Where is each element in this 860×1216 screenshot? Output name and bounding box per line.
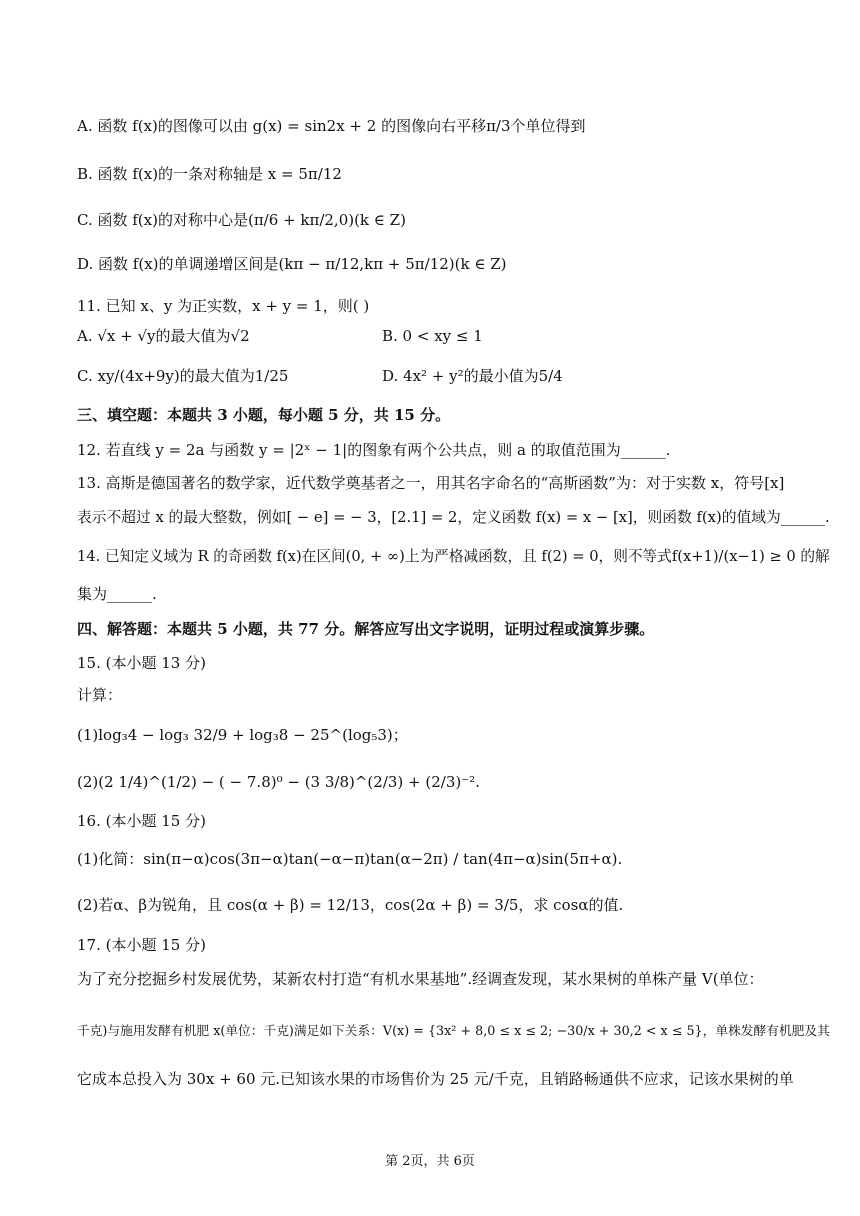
question-16-header: 16. (本小题 15 分)	[77, 812, 206, 830]
question-14-line2: 集为______.	[77, 585, 157, 603]
question-13-line1: 13. 高斯是德国著名的数学家，近代数学奠基者之一，用其名字命名的“高斯函数”为：对于实数 x，符号[x]	[77, 474, 785, 492]
question-15-part1: (1)log₃4 − log₃ 32/9 + log₃8 − 25^(log₅3)；	[77, 726, 408, 744]
option-11b: B. 0 < xy ≤ 1	[382, 327, 483, 345]
option-10b: B. 函数 f(x)的一条对称轴是 x = 5π/12	[77, 165, 342, 183]
question-14-line1: 14. 已知定义域为 R 的奇函数 f(x)在区间(0, + ∞)上为严格减函数，且 f(2) = 0，则不等式f(x+1)/(x−1) ≥ 0 的解	[77, 548, 830, 565]
page-footer: 第 2页，共 6页	[385, 1154, 475, 1169]
option-11c: C. xy/(4x+9y)的最大值为1/25	[77, 367, 289, 385]
question-13-line2: 表示不超过 x 的最大整数，例如[ − e] = − 3，[2.1] = 2，定义函数 f(x) = x − [x]，则函数 f(x)的值域为______.	[77, 509, 830, 526]
option-11d: D. 4x² + y²的最小值为5/4	[382, 367, 563, 385]
question-15-part2: (2)(2 1/4)^(1/2) − ( − 7.8)⁰ − (3 3/8)^(2/3) + (2/3)⁻².	[77, 773, 480, 791]
question-11: 11. 已知 x、y 为正实数，x + y = 1，则( )	[77, 297, 370, 315]
option-10c: C. 函数 f(x)的对称中心是(π/6 + kπ/2,0)(k ∈ Z)	[77, 211, 406, 229]
section-fill-in: 三、填空题：本题共 3 小题，每小题 5 分，共 15 分。	[77, 406, 451, 424]
question-17-header: 17. (本小题 15 分)	[77, 936, 206, 954]
question-16-part1: (1)化简：sin(π−α)cos(3π−α)tan(−α−π)tan(α−2π) / tan(4π−α)sin(5π+α).	[77, 850, 623, 868]
question-16-part2: (2)若α、β为锐角，且 cos(α + β) = 12/13，cos(2α + β) = 3/5，求 cosα的值.	[77, 896, 624, 914]
question-15-header: 15. (本小题 13 分)	[77, 654, 206, 672]
question-15-intro: 计算：	[77, 686, 123, 704]
option-11a: A. √x + √y的最大值为√2	[77, 327, 250, 345]
section-answers: 四、解答题：本题共 5 小题，共 77 分。解答应写出文字说明，证明过程或演算步骤。	[77, 620, 655, 638]
question-12: 12. 若直线 y = 2a 与函数 y = |2ˣ − 1|的图象有两个公共点，则 a 的取值范围为______.	[77, 441, 671, 459]
question-17-line2: 千克)与施用发酵有机肥 x(单位：千克)满足如下关系：V(x) = {3x² + 8,0 ≤ x ≤ 2; −30/x + 30,2 < x ≤ 5}，单株发酵有机肥及其	[77, 1023, 830, 1038]
question-17-line1: 为了充分挖掘乡村发展优势，某新农村打造“有机水果基地”.经调查发现，某水果树的单株产量 V(单位：	[77, 970, 764, 988]
option-10d: D. 函数 f(x)的单调递增区间是(kπ − π/12,kπ + 5π/12)(k ∈ Z)	[77, 255, 507, 273]
question-17-line3: 它成本总投入为 30x + 60 元.已知该水果的市场售价为 25 元/千克，且销路畅通供不应求，记该水果树的单	[77, 1070, 794, 1088]
option-10a: A. 函数 f(x)的图像可以由 g(x) = sin2x + 2 的图像向右平移π/3个单位得到	[77, 117, 586, 135]
